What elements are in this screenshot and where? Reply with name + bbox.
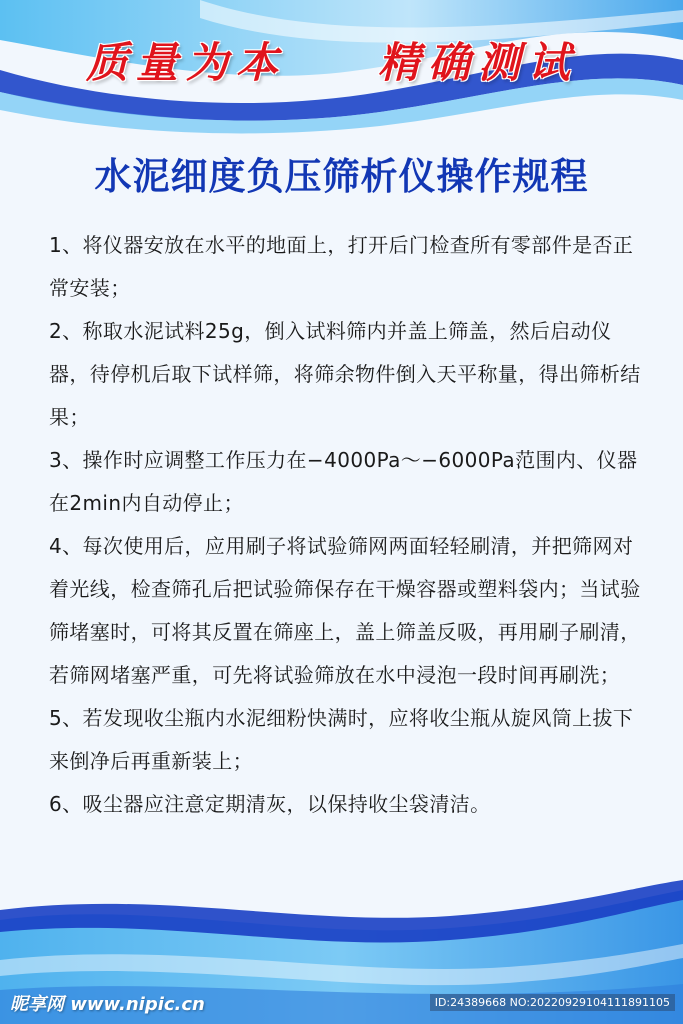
rule-item-2: 2、称取水泥试料25g，倒入试料筛内并盖上筛盖，然后启动仪器，待停机后取下试样筛，将筛余物件倒入天平称量，得出筛析结果； bbox=[49, 319, 641, 429]
rule-item-3: 3、操作时应调整工作压力在−4000Pa～−6000Pa范围内、仪器在2min内自动停止； bbox=[49, 448, 638, 515]
slogan-left: 质量为本 bbox=[86, 38, 287, 87]
slogan-right: 精确测试 bbox=[378, 38, 579, 87]
rule-item-6: 6、吸尘器应注意定期清灰，以保持收尘袋清洁。 bbox=[49, 792, 491, 816]
site-logo-watermark: 昵享网 www.nipic.cn bbox=[10, 994, 205, 1015]
rule-item-1: 1、将仪器安放在水平的地面上，打开后门检查所有零部件是否正常安装； bbox=[49, 233, 634, 300]
rule-item-5: 5、若发现收尘瓶内水泥细粉快满时，应将收尘瓶从旋风筒上拔下来倒净后再重新装上； bbox=[49, 706, 634, 773]
page-title: 水泥细度负压筛析仪操作规程 bbox=[94, 155, 589, 198]
image-id-watermark: ID:24389668 NO:20220929104111891105 bbox=[430, 994, 675, 1011]
rules-list bbox=[49, 224, 649, 826]
rule-item-4: 4、每次使用后，应用刷子将试验筛网两面轻轻刷清，并把筛网对着光线，检查筛孔后把试验筛保存在干燥容器或塑料袋内；当试验筛堵塞时，可将其反置在筛座上，盖上筛盖反吸，再用刷子刷清，若筛网堵塞严重，可先将试验筛放在水中浸泡一段时间再刷洗； bbox=[49, 534, 641, 687]
